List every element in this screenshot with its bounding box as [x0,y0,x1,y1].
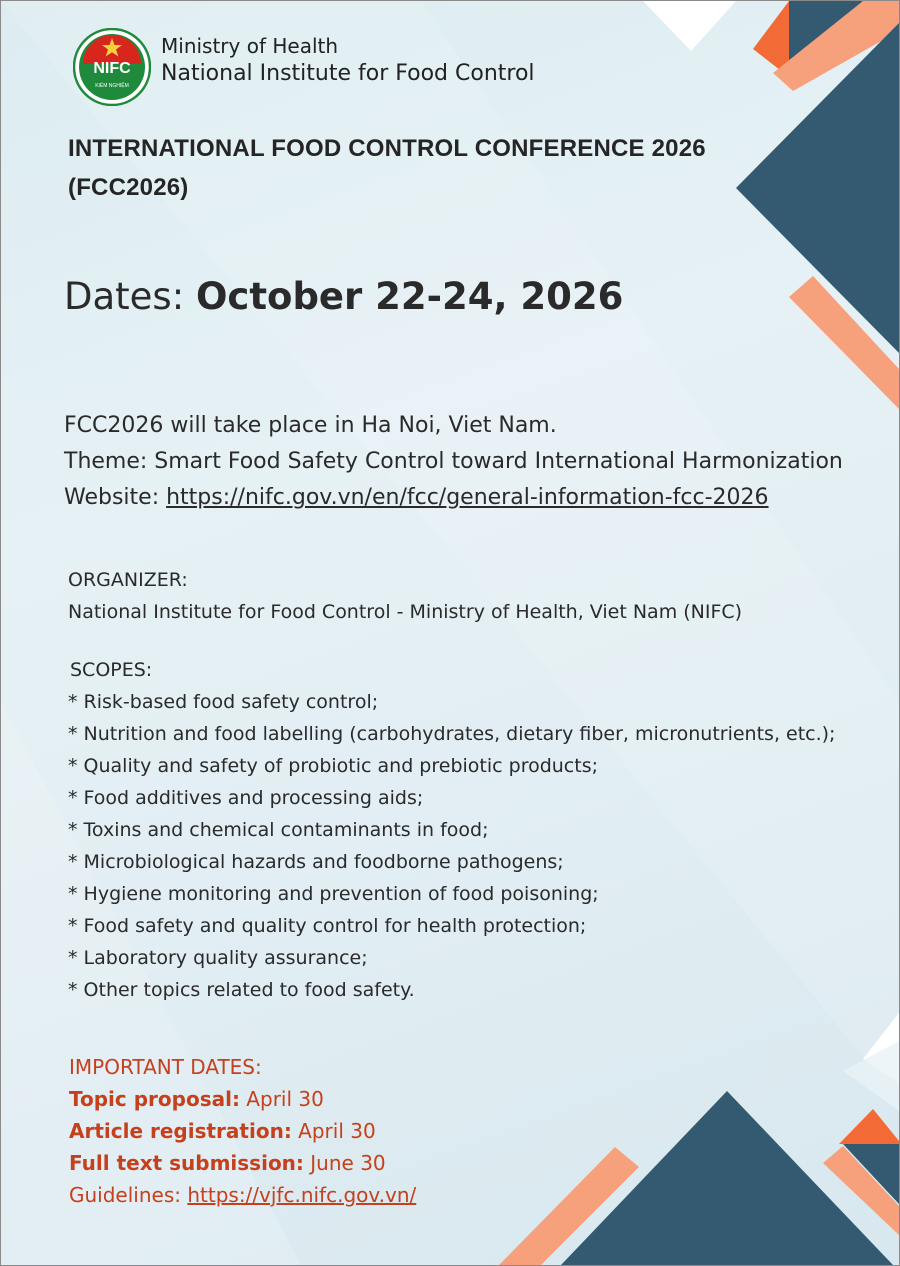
organizer-heading: ORGANIZER: [68,569,188,591]
conference-title-line1: INTERNATIONAL FOOD CONTROL CONFERENCE 2026 [68,135,706,162]
full-text-submission-date: June 30 [303,1151,386,1175]
list-item: * Hygiene monitoring and prevention of food poisoning; [68,883,599,905]
conference-title [68,129,748,207]
topic-proposal-label: Topic proposal: [69,1087,240,1111]
dates-label: Dates: [64,275,196,318]
theme-text: Theme: Smart Food Safety Control toward International Harmonization [64,449,843,474]
list-item: * Toxins and chemical contaminants in food; [68,819,489,841]
logo-subtext: KIỂM NGHIỆM [95,83,129,89]
conference-dates [64,273,623,321]
guidelines-link[interactable]: https://vjfc.nifc.gov.vn/ [187,1183,417,1207]
website-label: Website: [64,485,167,510]
guidelines-label: Guidelines: [69,1183,188,1207]
full-text-submission-label: Full text submission: [69,1151,304,1175]
scopes-section [68,654,835,1006]
important-dates-section [69,1051,416,1211]
dates-value: October 22-24, 2026 [195,275,624,318]
important-dates-heading: IMPORTANT DATES: [69,1055,262,1079]
list-item: * Other topics related to food safety. [68,979,415,1001]
article-registration-label: Article registration: [69,1119,292,1143]
conference-title-line2: (FCC2026) [68,174,189,201]
nifc-logo [73,28,151,106]
scopes-heading: SCOPES: [70,659,153,681]
location-text: FCC2026 will take place in Ha Noi, Viet Nam. [64,413,557,438]
website-line [64,480,843,516]
list-item: * Nutrition and food labelling (carbohydrates, dietary fiber, micronutrients, etc.); [68,723,836,745]
organization-header [161,33,535,89]
guidelines-row [69,1179,416,1211]
institute-name: National Institute for Food Control [161,61,535,86]
scopes-list [68,686,835,1006]
topic-proposal-row [69,1083,416,1115]
list-item: * Food safety and quality control for health protection; [68,915,587,937]
article-registration-row [69,1115,416,1147]
list-item: * Microbiological hazards and foodborne pathogens; [68,851,564,873]
conference-info [64,408,843,516]
logo-text: NIFC [93,60,131,77]
list-item: * Quality and safety of probiotic and prebiotic products; [68,755,599,777]
organizer-name: National Institute for Food Control - Ministry of Health, Viet Nam (NIFC) [68,601,743,623]
website-link[interactable]: https://nifc.gov.vn/en/fcc/general-information-fcc-2026 [166,485,769,510]
article-registration-date: April 30 [291,1119,376,1143]
full-text-submission-row [69,1147,416,1179]
list-item: * Laboratory quality assurance; [68,947,368,969]
ministry-name: Ministry of Health [161,34,339,58]
organizer-section [68,564,742,628]
list-item: * Food additives and processing aids; [68,787,424,809]
list-item: * Risk-based food safety control; [68,691,379,713]
topic-proposal-date: April 30 [239,1087,324,1111]
